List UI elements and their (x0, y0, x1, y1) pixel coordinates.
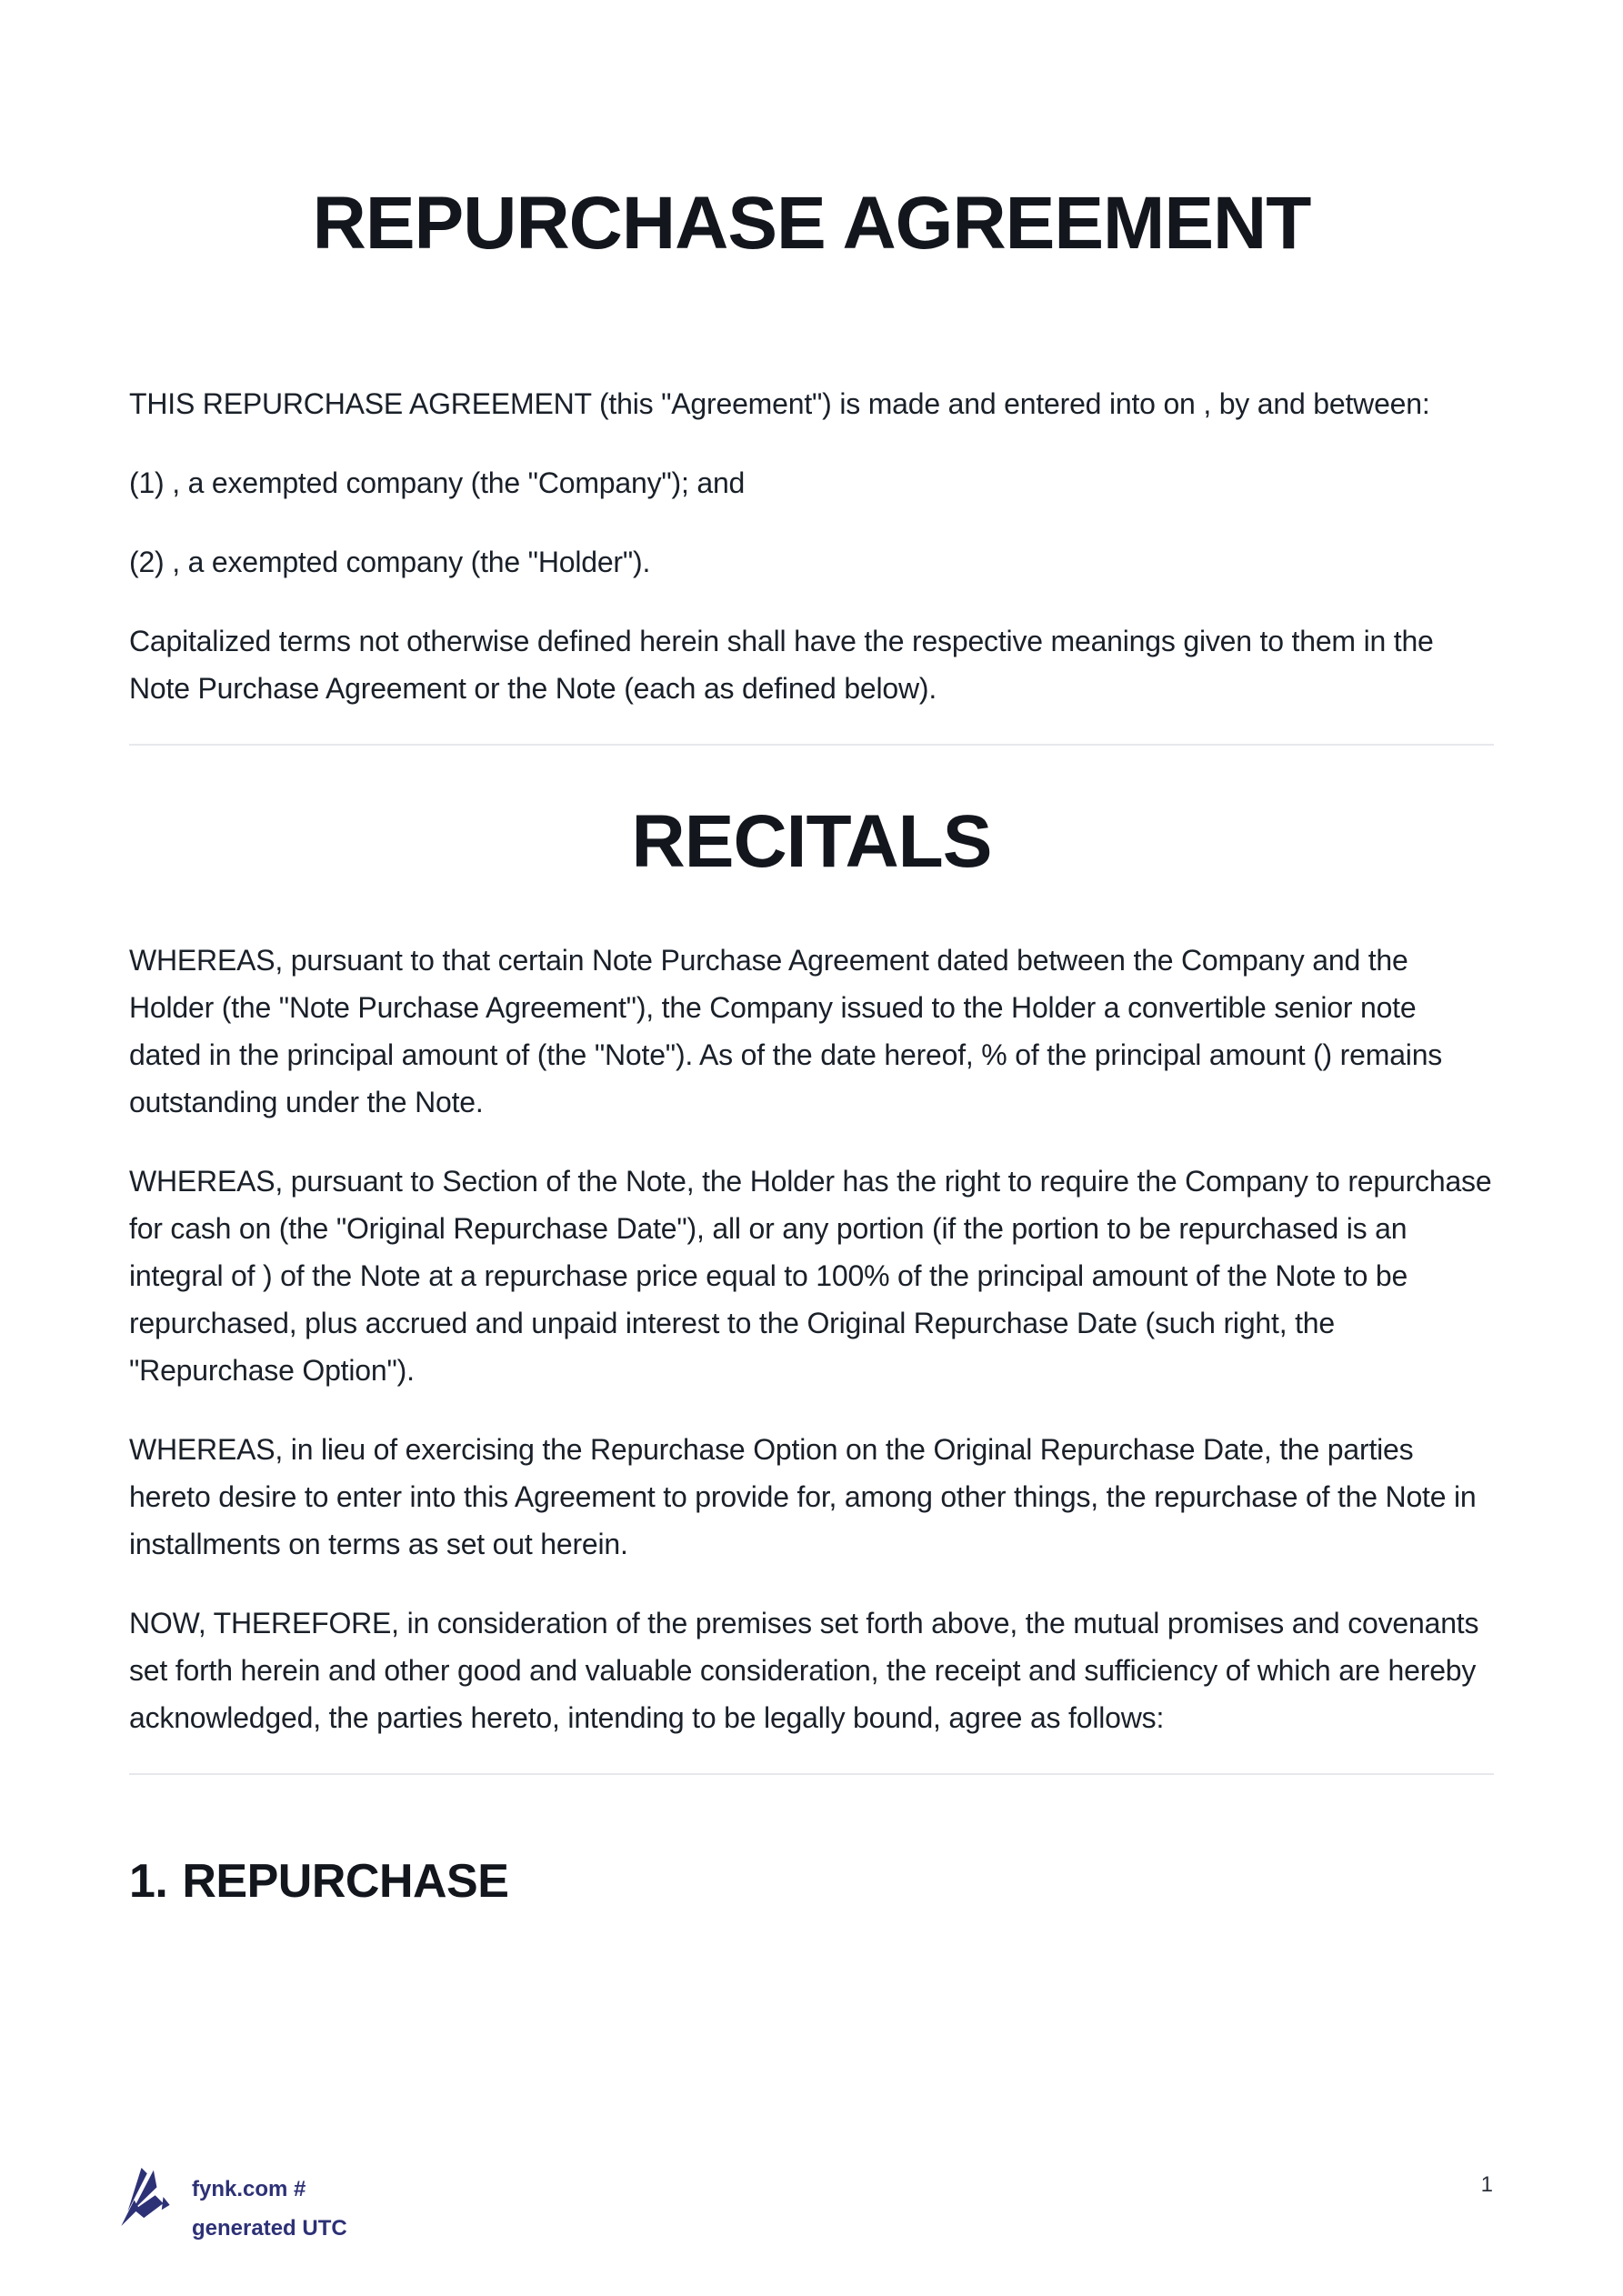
party-item-holder: (2) , a exempted company (the "Holder"). (129, 546, 651, 578)
intro-opening-paragraph: THIS REPURCHASE AGREEMENT (this "Agreement") is made and entered into on , by and between: (129, 387, 1430, 420)
party-item-company: (1) , a exempted company (the "Company"); and (129, 466, 746, 499)
recital-paragraph-2: WHEREAS, pursuant to Section of the Note, the Holder has the right to require the Company to repurchase for cash on (the "Original Repurchase Date"), all or any portion (if the portion to be repurchased is an integral of ) of the Note at a repurchase price equal to 100% of the principal amount of the Note to be repurchased, plus accrued and unpaid interest to the Original Repurchase Date (such right, the "Repurchase Option"). (129, 1165, 1492, 1387)
document-title: REPURCHASE AGREEMENT (312, 182, 1311, 265)
footer-brand: fynk.com # (192, 2177, 306, 2201)
section-divider (129, 744, 1494, 746)
capitalized-terms-paragraph: Capitalized terms not otherwise defined herein shall have the respective meanings given to them in the Note Purchase Agreement or the Note (each as defined below). (129, 625, 1434, 705)
section-1-heading (129, 1853, 1494, 1910)
fynk-logo-icon (121, 2168, 170, 2226)
now-therefore-paragraph: NOW, THEREFORE, in consideration of the premises set forth above, the mutual promises and covenants set forth herein and other good and valuable consideration, the receipt and sufficiency of which are hereby acknowledged, the parties hereto, intending to be legally bound, agree as follows: (129, 1607, 1479, 1734)
document-content (0, 180, 1623, 1910)
footer-meta (192, 2170, 347, 2248)
footer-generated: generated UTC (192, 2216, 347, 2241)
recital-paragraph-3: WHEREAS, in lieu of exercising the Repurchase Option on the Original Repurchase Date, the parties hereto desire to enter into this Agreement to provide for, among other things, the repurchase of the Note in installments on terms as set out herein. (129, 1433, 1477, 1560)
page-number: 1 (1480, 2172, 1493, 2197)
section-1-title: REPURCHASE (182, 1855, 509, 1908)
section-1-number: 1. (129, 1855, 168, 1908)
page-footer (0, 2164, 1623, 2264)
section-divider (129, 1773, 1494, 1775)
recitals-heading: RECITALS (631, 800, 992, 883)
recital-paragraph-1: WHEREAS, pursuant to that certain Note Purchase Agreement dated between the Company and the Holder (the "Note Purchase Agreement"), the Company issued to the Holder a convertible senior note dated in the principal amount of (the "Note"). As of the date hereof, % of the principal amount () remains outstanding under the Note. (129, 944, 1443, 1118)
